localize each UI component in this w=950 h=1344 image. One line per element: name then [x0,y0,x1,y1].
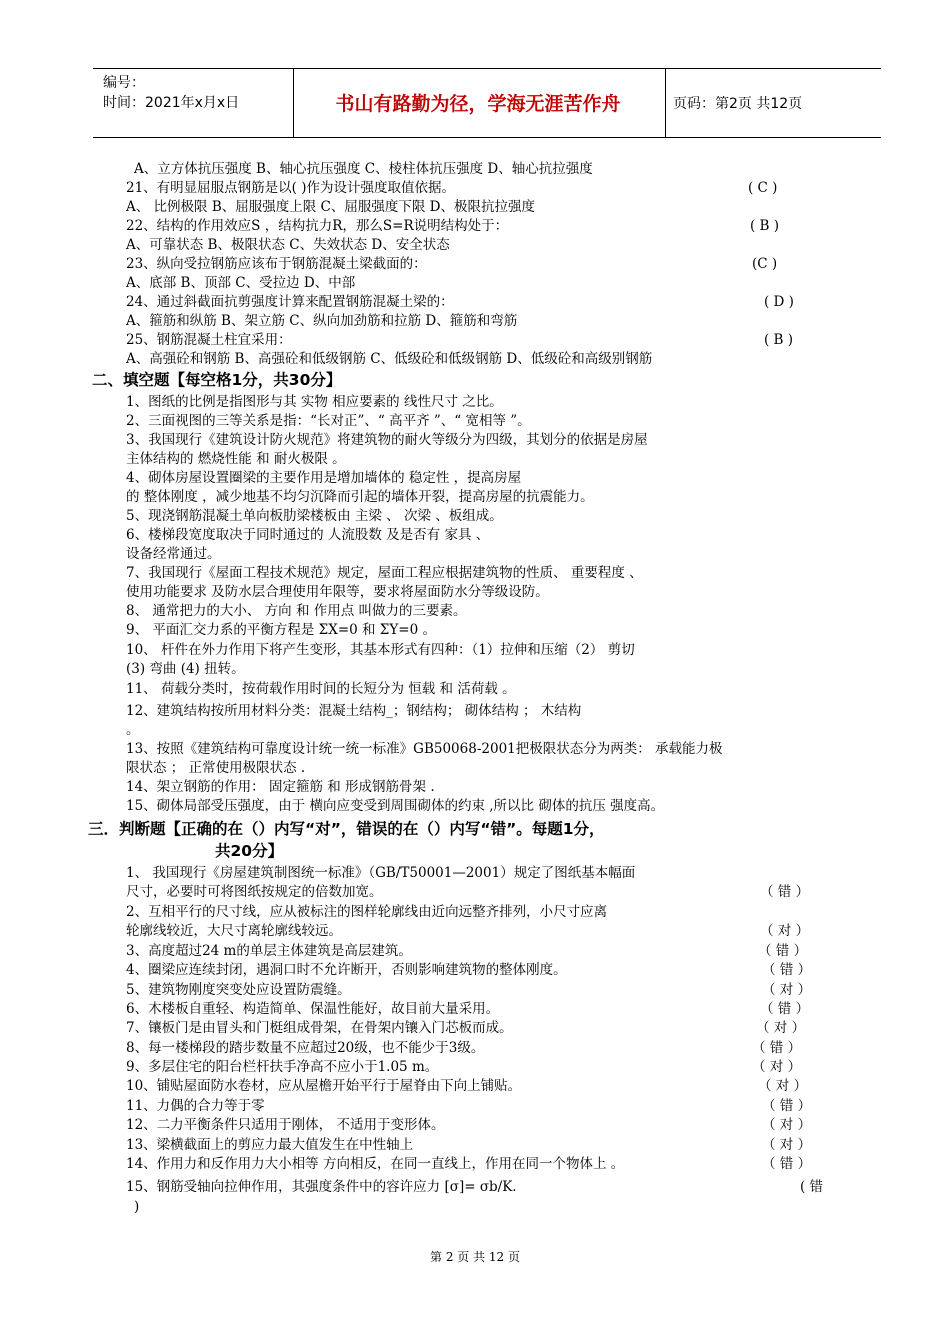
q21-options: A、 比例极限 B、屈服强度上限 C、屈服强度下限 D、极限抗拉强度 [126,199,535,215]
judge-item-text: 尺寸，必要时可将图纸按规定的倍数加宽。 [126,884,383,900]
judge-item-text: 6、木楼板自重轻、构造简单、保温性能好，故目前大量采用。 [126,1001,500,1017]
judge-item-answer: （ 错 ） [760,1001,810,1017]
judge-item-text: 10、铺贴屋面防水卷材，应从屋檐开始平行于屋脊由下向上铺贴。 [126,1078,522,1094]
fill-12b: 。 [126,722,140,738]
fill-2: 2、三面视图的三等关系是指：“长对正”、“ 高平齐 ”、“ 宽相等 ”。 [126,413,531,429]
fill-15: 15、砌体局部受压强度，由于 横向应变受到周围砌体的约束 ,所以比 砌体的抗压 强度高。 [126,798,665,814]
judge-item-answer: （ 对 ） [758,1078,808,1094]
judge-item-answer: （ 对 ） [762,1117,812,1133]
judge-item-text: 8、每一楼梯段的踏步数量不应超过20级，也不能少于3级。 [126,1040,485,1056]
judge-item-text: 2、互相平行的尺寸线，应从被标注的图样轮廓线由近向远整齐排列，小尺寸应离 [126,904,608,920]
fill-9: 9、 平面汇交力系的平衡方程是 ΣX=0 和 ΣY=0 。 [126,622,436,638]
fill-12a: 12、建筑结构按所用材料分类：混凝土结构_；钢结构； 砌体结构 ； 木结构 [126,703,582,719]
judge-item-answer: （ 错 ） [762,1098,812,1114]
q24-options: A、箍筋和纵筋 B、架立筋 C、纵向加劲筋和拉筋 D、箍筋和弯筋 [126,313,518,329]
fill-13a: 13、按照《建筑结构可靠度设计统一统一标准》GB50068-2001把极限状态分为两类： 承载能力极 [126,741,723,757]
q23-answer: (C ) [752,256,778,272]
judge-item-answer: （ 错 ） [762,962,812,978]
judge-item-text: 3、高度超过24 m的单层主体建筑是高层建筑。 [126,943,412,959]
fill-13b: 限状态 ； 正常使用极限状态 . [126,760,306,776]
judge-item-answer: ( 错 [800,1179,824,1195]
label-time: 时间：2021年x月x日 [103,95,240,111]
fill-7b: 使用功能要求 及防水层合理使用年限等，要求将屋面防水分等级设防。 [126,584,549,600]
judge-item-text: 12、二力平衡条件只适用于刚体， 不适用于变形体。 [126,1117,445,1133]
page-footer: 第 2 页 共 12 页 [430,1250,520,1264]
judge-item-answer: （ 对 ） [762,982,812,998]
fill-1: 1、图纸的比例是指图形与其 实物 相应要素的 线性尺寸 之比。 [126,394,503,410]
judge-item-text: 9、多层住宅的阳台栏杆扶手净高不应小于1.05 m。 [126,1059,439,1075]
q24-answer: ( D ) [764,294,794,310]
judge-item-text: 轮廓线较近，大尺寸离轮廓线较远。 [126,923,342,939]
judge-item-answer: （ 错 ） [762,1156,812,1172]
judge-item-answer: （ 对 ） [760,923,810,939]
fill-10a: 10、 杆件在外力作用下将产生变形，其基本形式有四种：（1）拉伸和压缩（2） 剪切 [126,642,635,658]
judge-item-text: 13、梁横截面上的剪应力最大值发生在中性轴上 [126,1137,414,1153]
judge-item-text: 5、建筑物刚度突变处应设置防震缝。 [126,982,351,998]
judge-item-text: 14、作用力和反作用力大小相等 方向相反，在同一直线上，作用在同一个物体上 。 [126,1156,625,1172]
q23-options: A、底部 B、顶部 C、受拉边 D、中部 [126,275,356,291]
fill-8: 8、 通常把力的大小、 方向 和 作用点 叫做力的三要素。 [126,603,467,619]
fill-3a: 3、我国现行《建筑设计防火规范》将建筑物的耐火等级分为四级，其划分的依据是房屋 [126,432,648,448]
q21-answer: ( C ) [748,180,778,196]
q22-options: A、可靠状态 B、极限状态 C、失效状态 D、安全状态 [126,237,450,253]
judge-item-text: 4、圈梁应连续封闭，遇洞口时不允许断开，否则影响建筑物的整体刚度。 [126,962,567,978]
judge-item-answer: （ 对 ） [762,1137,812,1153]
header-page-info: 页码：第2页 共12页 [673,96,803,112]
judge-item-text: 7、镶板门是由冒头和门梃组成骨架，在骨架内镶入门芯板而成。 [126,1020,513,1036]
page-header [93,68,881,138]
fill-4a: 4、砌体房屋设置圈梁的主要作用是增加墙体的 稳定性 ，提高房屋 [126,470,522,486]
section3-title-cont: 共20分】 [215,842,284,860]
judge-item-answer: （ 错 ） [760,884,810,900]
label-number: 编号： [103,75,145,91]
fill-3b: 主体结构的 燃烧性能 和 耐火极限 。 [126,451,346,467]
fill-5: 5、现浇钢筋混凝土单向板肋梁楼板由 主梁 、 次梁 、板组成。 [126,508,503,524]
judge-item-answer: （ 对 ） [752,1059,802,1075]
fill-14: 14、架立钢筋的作用： 固定箍筋 和 形成钢筋骨架 . [126,779,435,795]
fill-10b: (3) 弯曲 (4) 扭转。 [126,661,245,677]
judge-item-answer: （ 错 ） [752,1040,802,1056]
judge-item-text: 11、力偶的合力等于零 [126,1098,265,1114]
q25-answer: ( B ) [764,332,794,348]
fill-6a: 6、楼梯段宽度取决于同时通过的 人流股数 及是否有 家具 、 [126,527,490,543]
fill-11: 11、 荷载分类时，按荷载作用时间的长短分为 恒载 和 活荷载 。 [126,681,516,697]
fill-6b: 设备经常通过。 [126,546,221,562]
q25-text: 25、钢筋混凝土柱宜采用： [126,332,292,348]
q23-text: 23、纵向受拉钢筋应该布于钢筋混凝土梁截面的： [126,256,427,272]
header-left [103,73,239,113]
judge-item-text: ) [134,1199,140,1215]
header-motto: 书山有路勤为径，学海无涯苦作舟 [335,93,621,115]
q25-options: A、高强砼和钢筋 B、高强砼和低级钢筋 C、低级砼和低级钢筋 D、低级砼和高级别钢筋 [126,351,653,367]
q21-text: 21、有明显屈服点钢筋是以( )作为设计强度取值依据。 [126,180,456,196]
fill-7a: 7、我国现行《屋面工程技术规范》规定，屋面工程应根据建筑物的性质、 重要程度 、 [126,565,643,581]
judge-item-text: 15、钢筋受轴向拉伸作用，其强度条件中的容许应力 [σ]= σb/K. [126,1179,517,1195]
q20-options: A、立方体抗压强度 B、轴心抗压强度 C、棱柱体抗压强度 D、轴心抗拉强度 [134,161,593,177]
section2-title: 二、填空题【每空格1分，共30分】 [92,371,342,389]
header-divider [665,69,666,137]
fill-4b: 的 整体刚度 ，减少地基不均匀沉降而引起的墙体开裂，提高房屋的抗震能力。 [126,489,594,505]
section3-title: 三．判断题【正确的在（）内写“对”，错误的在（）内写“错”。每题1分， [88,820,605,838]
q22-answer: ( B ) [750,218,780,234]
judge-item-answer: （ 错 ） [758,943,808,959]
q22-text: 22、结构的作用效应S ，结构抗力R，那么S=R说明结构处于： [126,218,509,234]
judge-item-answer: （ 对 ） [756,1020,806,1036]
q24-text: 24、通过斜截面抗剪强度计算来配置钢筋混凝土梁的： [126,294,454,310]
judge-item-text: 1、 我国现行《房屋建筑制图统一标准》（GB/T50001—2001）规定了图纸基本幅面 [126,865,636,881]
